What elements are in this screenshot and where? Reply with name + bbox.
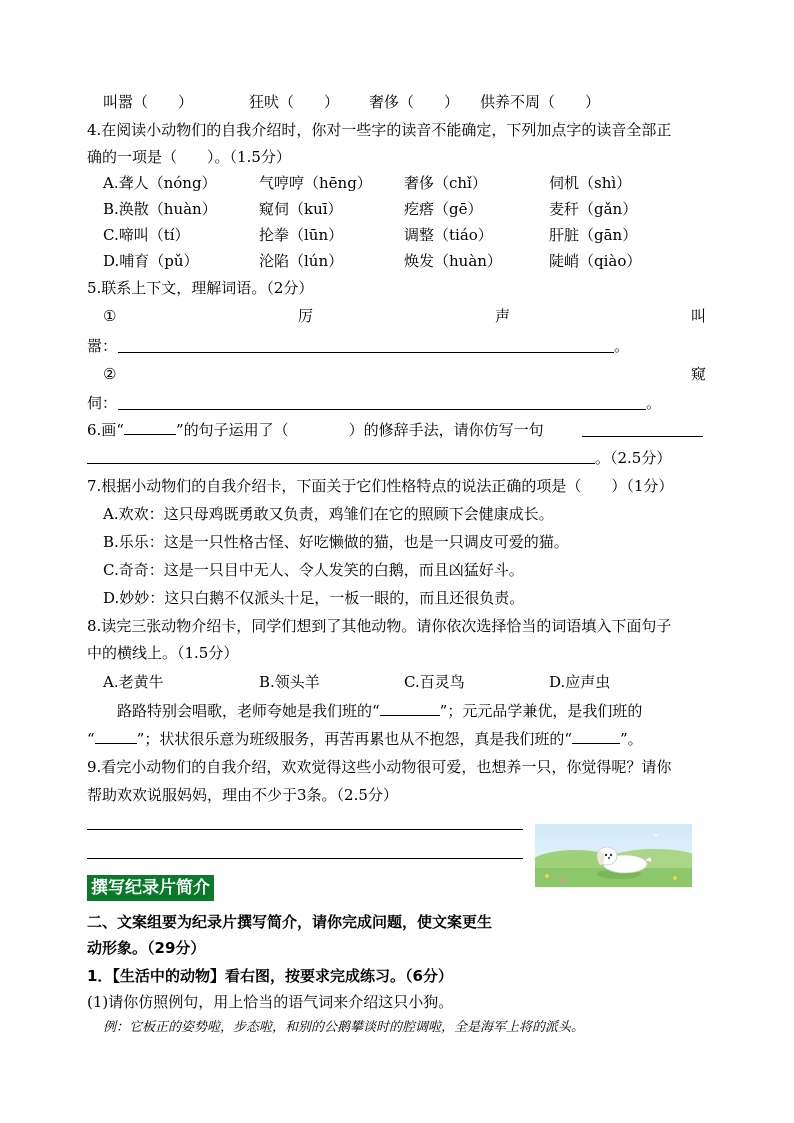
section-q1-1: (1)请你仿照例句，用上恰当的语气词来介绍这只小狗。 bbox=[87, 993, 454, 1011]
option-cell: B.涣散（huàn） bbox=[103, 200, 217, 218]
q9-line1: 9.看完小动物们的自我介绍，欢欢觉得这些小动物很可爱，也想养一只，你觉得呢？请你 bbox=[87, 758, 672, 776]
option-cell: 焕发（huàn） bbox=[404, 252, 502, 270]
circled-one: ① bbox=[103, 307, 117, 325]
choice: A.老黄牛 bbox=[103, 673, 164, 691]
q5-title: 5.联系上下文，理解词语。（2分） bbox=[87, 279, 314, 297]
period: 。 bbox=[614, 337, 630, 355]
section-intro1: 二、文案组要为纪录片撰写简介，请你完成问题，使文案更生 bbox=[87, 913, 493, 931]
answer-line[interactable] bbox=[87, 858, 523, 859]
char: 声 bbox=[495, 307, 511, 325]
option-cell: 麦秆（gǎn） bbox=[549, 200, 638, 218]
q6-line2-end: 。（2.5分） bbox=[595, 449, 672, 467]
choice: C.百灵鸟 bbox=[404, 673, 465, 691]
option-cell: 沦陷（lún） bbox=[259, 252, 344, 270]
option-cell: 奢侈（chǐ） bbox=[404, 174, 487, 192]
choice: D.应声虫 bbox=[549, 673, 611, 691]
blank[interactable] bbox=[572, 729, 620, 744]
pinyin-fill-row bbox=[103, 92, 703, 112]
char: 厉 bbox=[298, 307, 314, 325]
circled-two: ② bbox=[103, 365, 117, 383]
q4-option-b bbox=[103, 199, 703, 219]
q8-sentence2 bbox=[87, 729, 643, 749]
q6-text: 6.画“ bbox=[87, 421, 124, 439]
q8-text: ”；状状很乐意为班级服务，再苦再累也从不抱怨，真是我们班的“ bbox=[136, 730, 573, 748]
q6-text: ”的句子运用了（ bbox=[175, 421, 289, 439]
option-cell: 陡峭（qiào） bbox=[549, 252, 642, 270]
option-cell: 肝脏（gān） bbox=[549, 226, 638, 244]
q4-option-a bbox=[103, 173, 703, 193]
char: 叫 bbox=[691, 307, 707, 325]
option-cell: 伺机（shì） bbox=[549, 174, 632, 192]
q6-line1 bbox=[87, 420, 544, 440]
q7-title: 7.根据小动物们的自我介绍卡，下面关于它们性格特点的说法正确的项是（ ）（1分） bbox=[87, 477, 674, 495]
word-gongyangbuzhou: 供养不周（ ） bbox=[480, 93, 601, 111]
word-kuangfei: 狂吠（ ） bbox=[249, 93, 340, 111]
q8-sentence1 bbox=[117, 701, 642, 721]
answer-line[interactable] bbox=[582, 436, 703, 437]
option-cell: D.哺育（pǔ） bbox=[103, 252, 199, 270]
word-shechi: 奢侈（ ） bbox=[369, 93, 460, 111]
q6-text: ）的修辞手法，请你仿写一句 bbox=[348, 421, 544, 439]
answer-line[interactable] bbox=[118, 352, 614, 353]
section-q1: 1．【生活中的动物】看右图，按要求完成练习。（6分） bbox=[87, 967, 453, 985]
option-cell: 抡拳（lūn） bbox=[259, 226, 344, 244]
answer-line[interactable] bbox=[87, 463, 595, 464]
q7-option-b: B.乐乐：这是一只性格古怪、好吃懒做的猫，也是一只调皮可爱的猫。 bbox=[103, 533, 569, 551]
answer-line[interactable] bbox=[118, 409, 646, 410]
q4-option-c bbox=[103, 225, 703, 245]
answer-line[interactable] bbox=[87, 829, 523, 830]
choice: B.领头羊 bbox=[259, 673, 320, 691]
option-cell: 疙瘩（gē） bbox=[404, 200, 483, 218]
q8-line2: 中的横线上。（1.5分） bbox=[87, 644, 239, 662]
option-cell: 窥伺（kuī） bbox=[259, 200, 343, 218]
dog-on-meadow-illustration bbox=[535, 824, 692, 887]
section-intro2: 动形象。（29分） bbox=[87, 939, 206, 957]
q9-line2: 帮助欢欢说服妈妈，理由不少于3条。（2.5分） bbox=[87, 786, 398, 804]
char: 窥 bbox=[691, 365, 707, 383]
blank[interactable] bbox=[95, 729, 137, 744]
q8-line1: 8.读完三张动物介绍卡，同学们想到了其他动物。请你依次选择恰当的词语填入下面句子 bbox=[87, 617, 672, 635]
word-jiaoxiao: 叫嚣（ ） bbox=[103, 93, 194, 111]
q7-option-d: D.妙妙：这只白鹅不仅派头十足，一板一眼的，而且还很负责。 bbox=[103, 589, 525, 607]
q8-text: ”；元元品学兼优，是我们班的 bbox=[439, 702, 643, 720]
option-cell: 调整（tiáo） bbox=[404, 226, 493, 244]
q8-choices bbox=[103, 672, 703, 692]
blank[interactable] bbox=[124, 420, 176, 435]
q7-option-a: A.欢欢：这只母鸡既勇敢又负责，鸡雏们在它的照顾下会健康成长。 bbox=[103, 505, 554, 523]
example-sentence: 例：它板正的姿势啦，步态啦，和别的公鹅攀谈时的腔调啦，全是海军上将的派头。 bbox=[103, 1020, 585, 1035]
blank[interactable] bbox=[380, 701, 440, 716]
option-cell: 气哼哼（hēng） bbox=[259, 174, 372, 192]
q5-item1-spread bbox=[103, 306, 707, 326]
q8-text: ”。 bbox=[620, 730, 643, 748]
q4-line1: 4.在阅读小动物们的自我介绍时，你对一些字的读音不能确定，下列加点字的读音全部正 bbox=[87, 121, 672, 139]
q4-option-d bbox=[103, 251, 703, 271]
option-cell: C.啼叫（tí） bbox=[103, 226, 190, 244]
q4-line2: 确的一项是（ ）。（1.5分） bbox=[87, 148, 291, 166]
period: 。 bbox=[646, 394, 662, 412]
q5-item1-end: 嚣： bbox=[87, 337, 118, 355]
section-title: 撰写纪录片简介 bbox=[87, 875, 214, 901]
q8-text: 路路特别会唱歌，老师夸她是我们班的“ bbox=[117, 702, 380, 720]
option-cell: A.聋人（nóng） bbox=[103, 174, 217, 192]
q7-option-c: C.奇奇：这是一只目中无人、令人发笑的白鹅，而且凶猛好斗。 bbox=[103, 561, 524, 579]
q5-item2-end: 伺： bbox=[87, 394, 118, 412]
q5-item2-spread bbox=[103, 364, 707, 384]
q8-text: “ bbox=[87, 730, 95, 748]
